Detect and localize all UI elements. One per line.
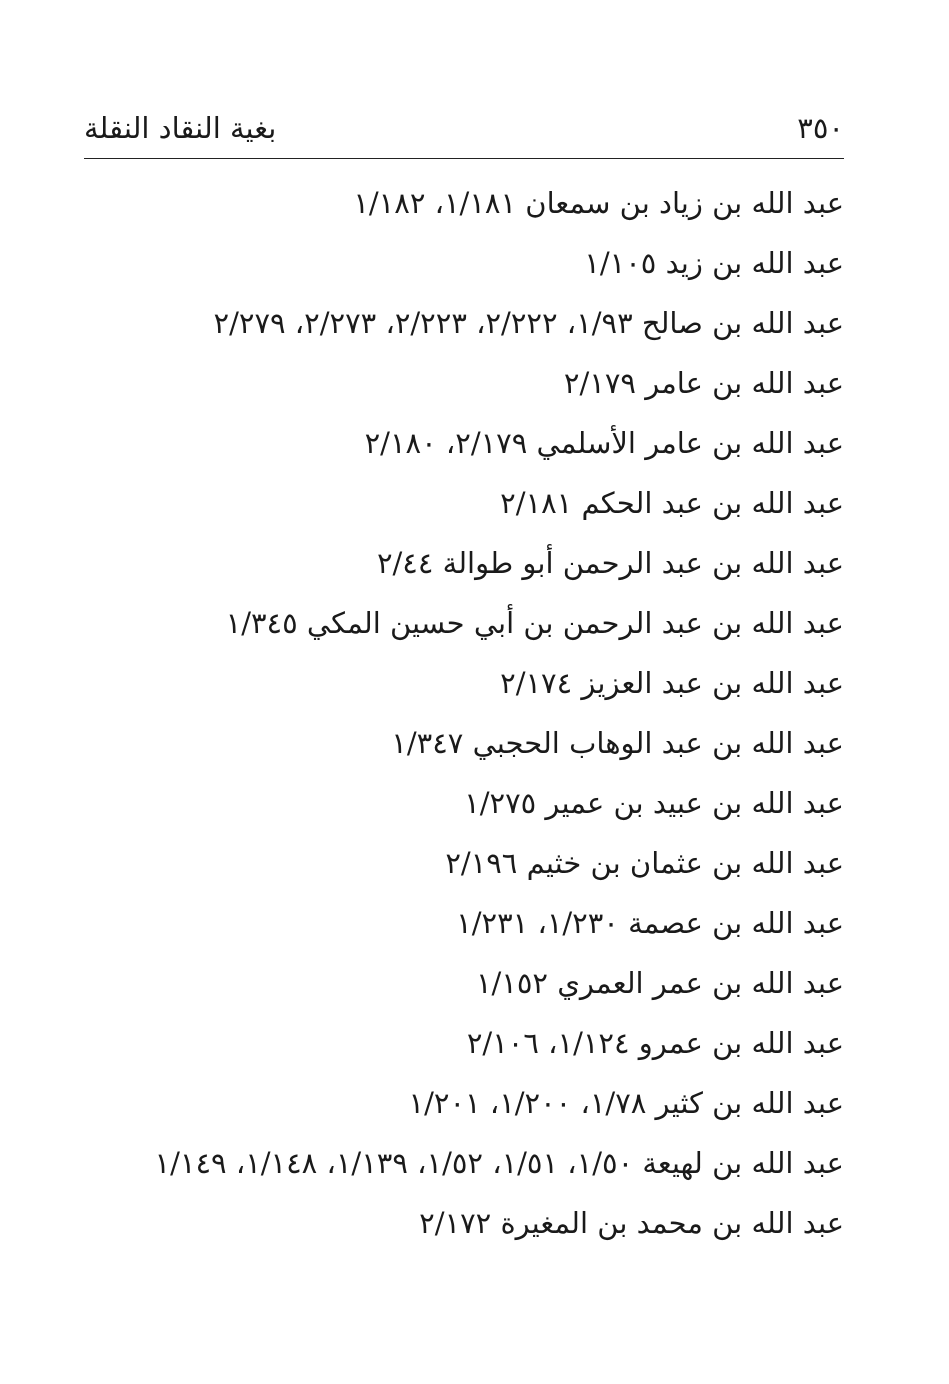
index-entry: عبد الله بن عصمة ١/٢٣٠، ١/٢٣١ — [456, 906, 844, 940]
index-entry: عبد الله بن عبد الوهاب الحجبي ١/٣٤٧ — [391, 726, 844, 760]
index-entry: عبد الله بن عمر العمري ١/١٥٢ — [475, 966, 844, 1000]
index-entry: عبد الله بن عبد العزيز ٢/١٧٤ — [500, 666, 844, 700]
index-entry: عبد الله بن عامر الأسلمي ٢/١٧٩، ٢/١٨٠ — [364, 426, 844, 460]
header-rule — [84, 158, 844, 159]
running-header — [84, 108, 844, 148]
index-entry: عبد الله بن لهيعة ١/٥٠، ١/٥١، ١/٥٢، ١/١٣٩، ١/١٤٨، ١/١٤٩ — [154, 1146, 844, 1180]
index-entry: عبد الله بن عبد الحكم ٢/١٨١ — [500, 486, 844, 520]
index-entry: عبد الله بن محمد بن المغيرة ٢/١٧٢ — [419, 1206, 844, 1240]
index-entries — [84, 176, 844, 1256]
book-title: بغية النقاد النقلة — [84, 111, 277, 145]
index-entry: عبد الله بن صالح ١/٩٣، ٢/٢٢٢، ٢/٢٢٣، ٢/٢٧٣، ٢/٢٧٩ — [213, 306, 844, 340]
index-entry: عبد الله بن كثير ١/٧٨، ١/٢٠٠، ١/٢٠١ — [408, 1086, 844, 1120]
index-entry: عبد الله بن عامر ٢/١٧٩ — [563, 366, 844, 400]
index-entry: عبد الله بن عمرو ١/١٢٤، ٢/١٠٦ — [466, 1026, 844, 1060]
page-number: ٣٥٠ — [797, 111, 844, 145]
index-entry: عبد الله بن عبد الرحمن بن أبي حسين المكي ١/٣٤٥ — [225, 606, 844, 640]
index-entry: عبد الله بن زيد ١/١٠٥ — [584, 246, 844, 280]
index-entry: عبد الله بن عبيد بن عمير ١/٢٧٥ — [464, 786, 844, 820]
index-entry: عبد الله بن عبد الرحمن أبو طوالة ٢/٤٤ — [376, 546, 844, 580]
index-entry: عبد الله بن عثمان بن خثيم ٢/١٩٦ — [445, 846, 844, 880]
index-entry: عبد الله بن زياد بن سمعان ١/١٨١، ١/١٨٢ — [353, 186, 844, 220]
